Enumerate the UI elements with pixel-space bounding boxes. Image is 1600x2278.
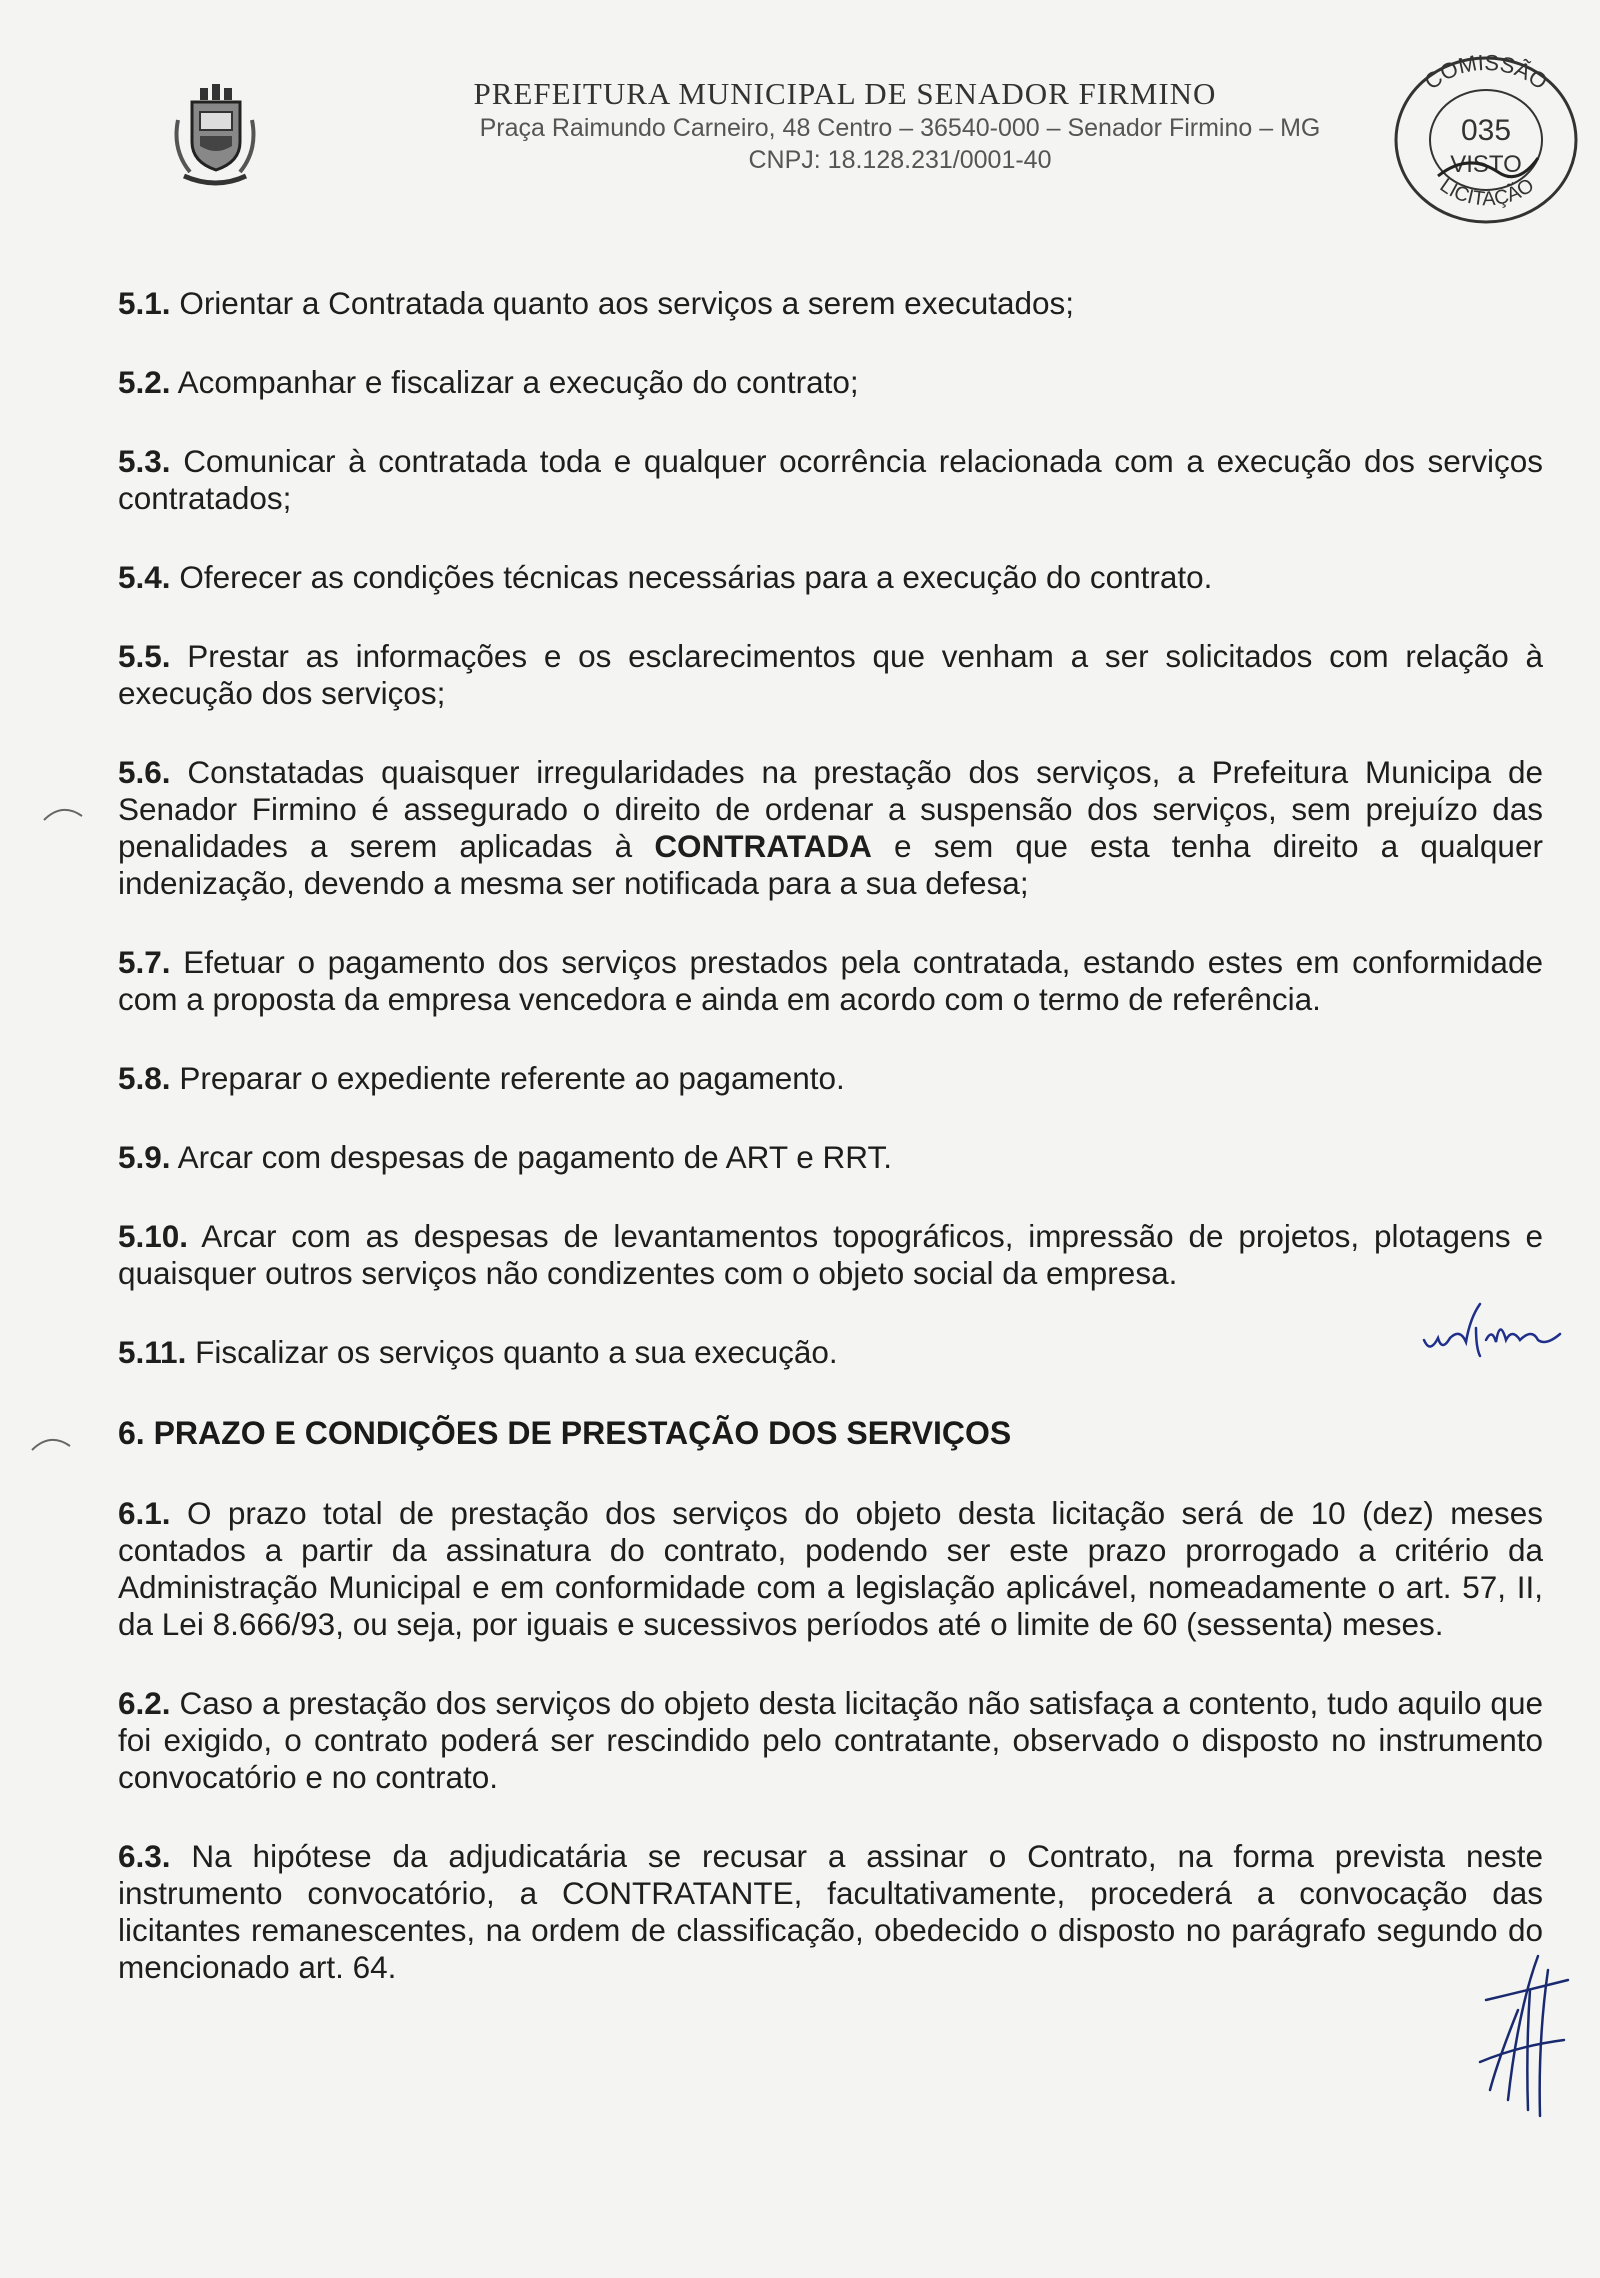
document-body [118, 285, 1543, 2028]
clause-5-7: 5.7. Efetuar o pagamento dos serviços prestados pela contratada, estando estes em conformidade com a proposta da empresa vencedora e ainda em acordo com o termo de referência. [118, 944, 1543, 1017]
clause-5-2: 5.2. Acompanhar e fiscalizar a execução do contrato; [118, 364, 859, 400]
section-6-title: 6. PRAZO E CONDIÇÕES DE PRESTAÇÃO DOS SERVIÇOS [118, 1415, 1012, 1451]
svg-text:COMISSÃO [1420, 50, 1553, 95]
letterhead-address: Praça Raimundo Carneiro, 48 Centro – 36540-000 – Senador Firmino – MG [479, 114, 1321, 142]
clause-5-9: 5.9. Arcar com despesas de pagamento de ART e RRT. [118, 1139, 892, 1175]
clause-5-10: 5.10. Arcar com as despesas de levantamentos topográficos, impressão de projetos, plotagens e quaisquer outros serviços não condizentes com o objeto social da empresa. [118, 1218, 1543, 1291]
clause-6-2: 6.2. Caso a prestação dos serviços do objeto desta licitação não satisfaça a contento, tudo aquilo que foi exigido, o contrato poderá ser rescindido pelo contratante, observado o disposto no instrumento convocatório e no contrato. [118, 1685, 1543, 1795]
handwritten-initials [1420, 1298, 1570, 1358]
stamp-visto: VISTO [1450, 151, 1522, 178]
stamp-top-text: COMISSÃO [1419, 49, 1553, 95]
clause-5-6: 5.6. Constatadas quaisquer irregularidades na prestação dos serviços, a Prefeitura Municipa de Senador Firmino é assegurado o direito de ordenar a suspensão dos serviços, sem prejuízo das penalidades a serem aplicadas à CONTRATADA e sem que esta tenha direito a qualquer indenização, devendo a mesma ser notificada para a sua defesa; [118, 754, 1543, 901]
clause-5-4: 5.4. Oferecer as condições técnicas necessárias para a execução do contrato. [118, 559, 1213, 595]
stamp-number: 035 [1460, 114, 1512, 147]
clause-5-1: 5.1. Orientar a Contratada quanto aos serviços a serem executados; [118, 285, 1075, 321]
clause-6-3: 6.3. Na hipótese da adjudicatária se recusar a assinar o Contrato, na forma prevista neste instrumento convocatório, a CONTRATANTE, facultativamente, procederá a convocação das licitantes remanescentes, na ordem de classificação, obedecido o disposto no parágrafo segundo do mencionado art. 64. [118, 1838, 1543, 1985]
clause-5-3: 5.3. Comunicar à contratada toda e qualquer ocorrência relacionada com a execução dos serviços contratados; [118, 443, 1543, 516]
margin-tick-icon [30, 1430, 72, 1454]
clause-5-5: 5.5. Prestar as informações e os esclarecimentos que venham a ser solicitados com relação à execução dos serviços; [118, 638, 1543, 711]
margin-tick-icon [42, 800, 84, 824]
letterhead-title: PREFEITURA MUNICIPAL DE SENADOR FIRMINO [473, 76, 1217, 111]
stamp-bottom-text: LICITAÇÃO [1435, 174, 1539, 211]
handwritten-signature [1478, 1950, 1573, 2120]
letterhead [170, 70, 1400, 190]
clause-6-1: 6.1. O prazo total de prestação dos serviços do objeto desta licitação será de 10 (dez) meses contados a partir da assinatura do contrato, podendo ser este prazo prorrogado a critério da Administração Municipal e em conformidade com a legislação aplicável, nomeadamente o art. 57, II, da Lei 8.666/93, ou seja, por iguais e sucessivos períodos até o limite de 60 (sessenta) meses. [118, 1495, 1543, 1642]
clause-5-11: 5.11. Fiscalizar os serviços quanto a sua execução. [118, 1334, 838, 1370]
svg-text:LICITAÇÃO [1436, 174, 1538, 210]
clause-5-8: 5.8. Preparar o expediente referente ao pagamento. [118, 1060, 845, 1096]
letterhead-cnpj: CNPJ: 18.128.231/0001-40 [748, 146, 1052, 174]
commission-stamp [1388, 48, 1583, 228]
